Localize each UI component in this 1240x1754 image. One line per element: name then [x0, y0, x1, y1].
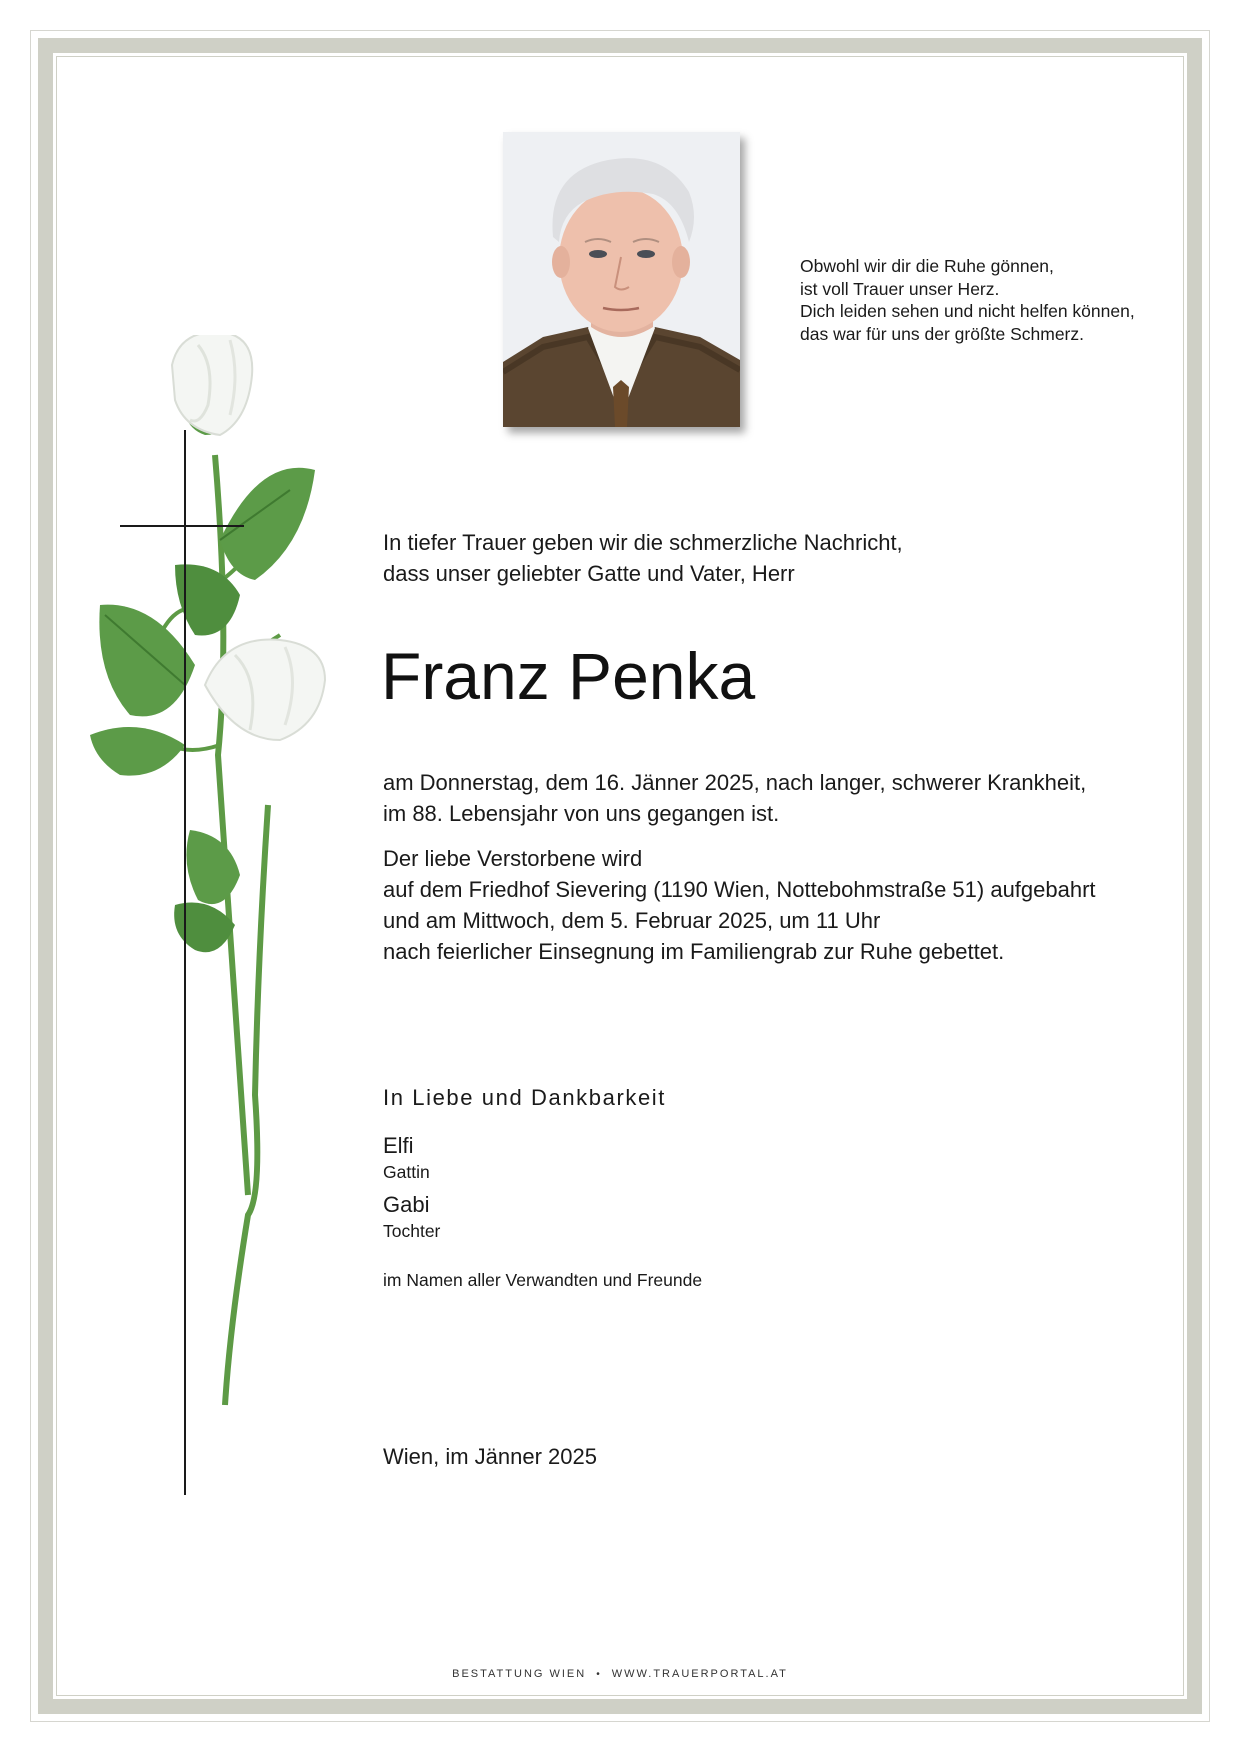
mourners-heading: In Liebe und Dankbarkeit: [383, 1085, 667, 1110]
cross-bar: [120, 525, 244, 527]
intro-line: dass unser geliebter Gatte und Vater, Herr: [383, 561, 795, 586]
rose-icon: [80, 335, 360, 1415]
portrait-photo: [503, 132, 740, 427]
poem-line: das war für uns der größte Schmerz.: [800, 323, 1084, 344]
mourner-relation: Tochter: [383, 1221, 441, 1241]
mourner-name: Gabi: [383, 1192, 430, 1217]
funeral-line: und am Mittwoch, dem 5. Februar 2025, um 11 Uhr: [383, 908, 881, 933]
footer: [0, 1668, 1240, 1680]
deceased-name: Franz Penka: [381, 639, 756, 713]
place-date: Wien, im Jänner 2025: [383, 1444, 597, 1469]
footer-separator: •: [596, 1669, 602, 1680]
cross-icon: [184, 430, 186, 1495]
poem-line: Dich leiden sehen und nicht helfen können,: [800, 301, 1135, 321]
poem: [800, 255, 1135, 345]
funeral-line: Der liebe Verstorbene wird: [383, 846, 643, 871]
footer-website-link[interactable]: WWW.TRAUERPORTAL.AT: [611, 1668, 788, 1680]
mourner-name: Elfi: [383, 1133, 414, 1158]
death-notice: [383, 767, 1086, 829]
funeral-line: nach feierlicher Einsegnung im Familiengrab zur Ruhe gebettet.: [383, 939, 1005, 964]
footer-company: BESTATTUNG WIEN: [452, 1668, 587, 1680]
death-line: im 88. Lebensjahr von uns gegangen ist.: [383, 801, 780, 826]
intro-line: In tiefer Trauer geben wir die schmerzliche Nachricht,: [383, 530, 903, 555]
poem-line: ist voll Trauer unser Herz.: [800, 278, 1000, 299]
death-line: am Donnerstag, dem 16. Jänner 2025, nach langer, schwerer Krankheit,: [383, 770, 1087, 795]
funeral-details: [383, 843, 1096, 967]
family-note: im Namen aller Verwandten und Freunde: [383, 1270, 703, 1290]
mourner-relation: Gattin: [383, 1162, 430, 1182]
intro-text: [383, 527, 903, 589]
funeral-line: auf dem Friedhof Sievering (1190 Wien, Nottebohmstraße 51) aufgebahrt: [383, 877, 1096, 902]
poem-line: Obwohl wir dir die Ruhe gönnen,: [800, 256, 1054, 276]
